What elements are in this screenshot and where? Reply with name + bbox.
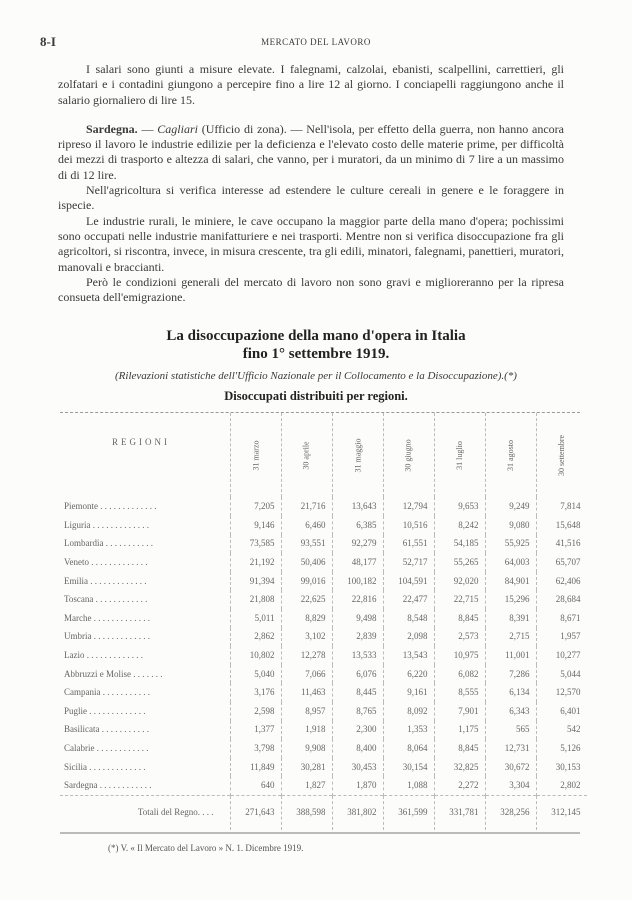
cell-value: 8,391 <box>485 609 536 628</box>
cell-value: 50,406 <box>281 553 332 572</box>
cell-value: 12,570 <box>536 683 587 702</box>
cell-value: 6,343 <box>485 702 536 721</box>
region-name: Veneto . . . . . . . . . . . . . <box>64 557 148 568</box>
cell-value: 312,145 <box>536 795 587 830</box>
cell-value: 2,272 <box>434 776 485 795</box>
dash: — <box>137 121 158 136</box>
cell-value: 9,908 <box>281 739 332 758</box>
cell-value: 2,715 <box>485 628 536 647</box>
cell-value: 6,460 <box>281 516 332 535</box>
cell-value: 11,849 <box>230 758 281 777</box>
region-name: Sardegna . . . . . . . . . . . . <box>64 780 152 791</box>
table-header-row <box>60 413 587 497</box>
table-bottom-rule <box>60 832 580 834</box>
place-name: Cagliari <box>157 121 198 136</box>
cell-value: 30,154 <box>383 758 434 777</box>
cell-value: 8,845 <box>434 739 485 758</box>
cell-value: 1,353 <box>383 721 434 740</box>
cell-value: 93,551 <box>281 535 332 554</box>
table-row <box>60 572 587 591</box>
table-row <box>60 609 587 628</box>
cell-value: 9,498 <box>332 609 383 628</box>
cell-value: 2,098 <box>383 628 434 647</box>
cell-value: 8,445 <box>332 683 383 702</box>
column-header-label: 31 agosto <box>505 440 515 471</box>
region-name: Marche . . . . . . . . . . . . . <box>64 612 150 623</box>
region-name: Piemonte . . . . . . . . . . . . . <box>64 501 157 512</box>
table-row <box>60 646 587 665</box>
cell-value: 328,256 <box>485 795 536 830</box>
region-name: Totali del Regno. . . . <box>60 795 230 830</box>
cell-value: 92,279 <box>332 535 383 554</box>
cell-value: 8,092 <box>383 702 434 721</box>
cell-value: 7,814 <box>536 497 587 516</box>
running-title: MERCATO DEL LAVORO <box>261 37 371 47</box>
cell-value: 30,153 <box>536 758 587 777</box>
cell-value: 30,281 <box>281 758 332 777</box>
cell-value: 22,477 <box>383 590 434 609</box>
paragraph-text: Le industrie rurali, le miniere, le cave occupano la maggior parte della mano d'opera; pochissimi sono occupati nelle industrie manifatturiere e nei trasporti. Mentre non si verifica disoccupazione fra gli agricoltori, si riscontra, invece, in misura crescente, tra gli edili, minatori, falegnami, panettieri, muratori, manovali e braccianti. <box>58 213 564 274</box>
cell-value: 30,672 <box>485 758 536 777</box>
cell-value: 7,205 <box>230 497 281 516</box>
cell-value: 1,175 <box>434 721 485 740</box>
cell-value: 7,286 <box>485 665 536 684</box>
cell-value: 8,400 <box>332 739 383 758</box>
table-row <box>60 590 587 609</box>
cell-value: 11,463 <box>281 683 332 702</box>
cell-value: 21,716 <box>281 497 332 516</box>
page-number: 8-I <box>40 34 56 49</box>
column-header-label: 30 aprile <box>302 441 311 470</box>
cell-value: 1,957 <box>536 628 587 647</box>
cell-value: 5,126 <box>536 739 587 758</box>
cell-value: 271,643 <box>230 795 281 830</box>
cell-value: 11,001 <box>485 646 536 665</box>
cell-value: 3,102 <box>281 628 332 647</box>
cell-value: 9,161 <box>383 683 434 702</box>
cell-value: 5,011 <box>230 609 281 628</box>
cell-value: 1,088 <box>383 776 434 795</box>
cell-value: 1,870 <box>332 776 383 795</box>
cell-value: 64,003 <box>485 553 536 572</box>
table-row <box>60 758 587 777</box>
table-row <box>60 628 587 647</box>
total-row <box>60 795 587 830</box>
cell-value: 388,598 <box>281 795 332 830</box>
cell-value: 22,715 <box>434 590 485 609</box>
column-header-label: 30 giugno <box>403 439 413 472</box>
cell-value: 12,731 <box>485 739 536 758</box>
table-row <box>60 516 587 535</box>
cell-value: 6,076 <box>332 665 383 684</box>
region-name: Toscana . . . . . . . . . . . . <box>64 594 148 605</box>
cell-value: 8,242 <box>434 516 485 535</box>
cell-value: 8,555 <box>434 683 485 702</box>
cell-value: 331,781 <box>434 795 485 830</box>
table-row <box>60 721 587 740</box>
cell-value: 10,975 <box>434 646 485 665</box>
cell-value: 5,040 <box>230 665 281 684</box>
cell-value: 8,845 <box>434 609 485 628</box>
paragraph-text: Però le condizioni generali del mercato di lavoro non sono gravi e miglioreranno per la ripresa consueta dell'emigrazione. <box>58 274 564 305</box>
column-header-label: 31 luglio <box>454 441 464 470</box>
section-heading: Sardegna. <box>86 121 138 136</box>
cell-value: 6,134 <box>485 683 536 702</box>
cell-value: 5,044 <box>536 665 587 684</box>
column-header <box>434 413 485 497</box>
cell-value: 48,177 <box>332 553 383 572</box>
cell-value: 6,082 <box>434 665 485 684</box>
table-row <box>60 535 587 554</box>
cell-value: 84,901 <box>485 572 536 591</box>
cell-value: 65,707 <box>536 553 587 572</box>
cell-value: 12,278 <box>281 646 332 665</box>
cell-value: 91,394 <box>230 572 281 591</box>
region-name: Lombardia . . . . . . . . . . . <box>64 538 153 549</box>
cell-value: 1,827 <box>281 776 332 795</box>
title-line: La disoccupazione della mano d'opera in Italia <box>166 328 466 345</box>
cell-value: 1,377 <box>230 721 281 740</box>
region-name: Puglie . . . . . . . . . . . . . <box>64 705 146 716</box>
cell-value: 640 <box>230 776 281 795</box>
cell-value: 104,591 <box>383 572 434 591</box>
column-header-label: 31 maggio <box>353 438 362 473</box>
cell-value: 7,066 <box>281 665 332 684</box>
cell-value: 3,176 <box>230 683 281 702</box>
cell-value: 8,671 <box>536 609 587 628</box>
table-row <box>60 497 587 516</box>
cell-value: 10,516 <box>383 516 434 535</box>
region-name: Umbria . . . . . . . . . . . . . <box>64 631 150 642</box>
table-row <box>60 683 587 702</box>
region-name: Campania . . . . . . . . . . . <box>64 687 150 698</box>
cell-value: 9,146 <box>230 516 281 535</box>
cell-value: 28,684 <box>536 590 587 609</box>
region-name: Liguria . . . . . . . . . . . . . <box>64 519 149 530</box>
region-name: Basilicata . . . . . . . . . . . <box>64 724 149 735</box>
region-name: Calabrie . . . . . . . . . . . . <box>64 742 149 753</box>
footnote: (*) V. « Il Mercato del Lavoro » N. 1. Dicembre 1919. <box>108 842 304 853</box>
cell-value: 55,265 <box>434 553 485 572</box>
cell-value: 3,304 <box>485 776 536 795</box>
column-header <box>281 413 332 497</box>
table-row <box>60 702 587 721</box>
table-row <box>60 665 587 684</box>
cell-value: 41,516 <box>536 535 587 554</box>
cell-value: 7,901 <box>434 702 485 721</box>
title-line: fino 1° settembre 1919. <box>242 346 390 363</box>
cell-value: 54,185 <box>434 535 485 554</box>
cell-value: 52,717 <box>383 553 434 572</box>
cell-value: 2,573 <box>434 628 485 647</box>
cell-value: 1,918 <box>281 721 332 740</box>
cell-value: 2,300 <box>332 721 383 740</box>
cell-value: 3,798 <box>230 739 281 758</box>
unemployment-table <box>60 413 587 830</box>
region-name: Lazio . . . . . . . . . . . . . <box>64 650 143 660</box>
cell-value: 9,249 <box>485 497 536 516</box>
region-name: Emilia . . . . . . . . . . . . . <box>64 575 147 586</box>
cell-value: 92,020 <box>434 572 485 591</box>
cell-value: 73,585 <box>230 535 281 554</box>
cell-value: 6,385 <box>332 516 383 535</box>
cell-value: 2,802 <box>536 776 587 795</box>
paragraph-text: I salari sono giunti a misure elevate. I falegnami, calzolai, ebanisti, scalpellini, carrettieri, gli zolfatari e i contadini giungono a percepire fino a lire 12 al giorno. I conciapelli raggiungono anche il salario giornaliero di lire 15. <box>58 62 564 107</box>
cell-value: 6,401 <box>536 702 587 721</box>
section-title <box>0 327 632 363</box>
column-header-label: 30 settembre <box>556 434 566 477</box>
cell-value: 2,598 <box>230 702 281 721</box>
cell-value: 8,765 <box>332 702 383 721</box>
table-row <box>60 776 587 795</box>
paragraph-salari <box>58 62 564 108</box>
region-name: Abbruzzi e Molise . . . . . . . <box>64 668 163 679</box>
cell-value: 8,829 <box>281 609 332 628</box>
cell-value: 8,957 <box>281 702 332 721</box>
page-header <box>40 34 592 52</box>
column-header <box>536 413 587 497</box>
column-header <box>332 413 383 497</box>
cell-value: 10,802 <box>230 646 281 665</box>
cell-value: 99,016 <box>281 572 332 591</box>
cell-value: 542 <box>536 721 587 740</box>
column-header <box>383 413 434 497</box>
subtitle: (Rilevazioni statistiche dell'Ufficio Nazionale per il Collocamento e la Disoccupazione).(*) <box>115 370 517 383</box>
cell-value: 100,182 <box>332 572 383 591</box>
cell-value: 32,825 <box>434 758 485 777</box>
column-header <box>230 413 281 497</box>
cell-value: 55,925 <box>485 535 536 554</box>
cell-value: 22,816 <box>332 590 383 609</box>
cell-value: 21,808 <box>230 590 281 609</box>
cell-value: 6,220 <box>383 665 434 684</box>
cell-value: 62,406 <box>536 572 587 591</box>
paragraph-text: Nell'agricoltura si verifica interesse ad estendere le culture cereali in genere e le foraggere in ispecie. <box>58 183 564 213</box>
sardegna-paragraph <box>58 122 564 183</box>
cell-value: 565 <box>485 721 536 740</box>
column-header-label: 31 marzo <box>251 440 260 471</box>
table-row <box>60 739 587 758</box>
cell-value: 2,839 <box>332 628 383 647</box>
cell-value: 15,296 <box>485 590 536 609</box>
cell-value: 21,192 <box>230 553 281 572</box>
cell-value: 381,802 <box>332 795 383 830</box>
cell-value: 12,794 <box>383 497 434 516</box>
region-header: REGIONI <box>112 437 170 448</box>
cell-value: 22,625 <box>281 590 332 609</box>
cell-value: 13,643 <box>332 497 383 516</box>
cell-value: 10,277 <box>536 646 587 665</box>
cell-value: 8,064 <box>383 739 434 758</box>
paragraph-text: (Ufficio di zona). — Nell'isola, per effetto della guerra, non hanno ancora ripreso il lavoro le industrie edilizie per la deficienza e l'elevato costo delle materie prime, per difficoltà dei mezzi di trasporto e altezza di salari, che vanno, per i muratori, da un minimo di 7 lire a un massimo di di 12 lire. <box>58 121 564 182</box>
cell-value: 61,551 <box>383 535 434 554</box>
cell-value: 13,543 <box>383 646 434 665</box>
table-row <box>60 553 587 572</box>
column-header <box>485 413 536 497</box>
table-title: Disoccupati distribuiti per regioni. <box>224 389 408 404</box>
cell-value: 361,599 <box>383 795 434 830</box>
cell-value: 8,548 <box>383 609 434 628</box>
cell-value: 2,862 <box>230 628 281 647</box>
cell-value: 30,453 <box>332 758 383 777</box>
cell-value: 15,648 <box>536 516 587 535</box>
region-name: Sicilia . . . . . . . . . . . . . <box>64 761 146 772</box>
cell-value: 9,653 <box>434 497 485 516</box>
cell-value: 9,080 <box>485 516 536 535</box>
cell-value: 13,533 <box>332 646 383 665</box>
section-sardegna <box>58 122 564 306</box>
